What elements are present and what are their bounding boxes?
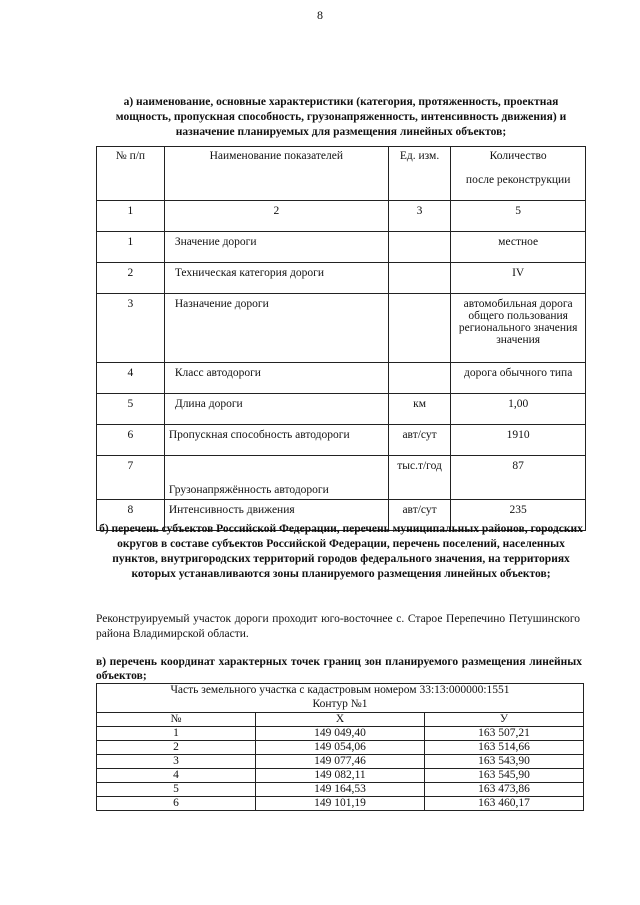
row-num: 5 bbox=[97, 394, 165, 425]
numbering-cell: 2 bbox=[164, 201, 388, 232]
coordinates-table bbox=[96, 683, 584, 811]
coord-x: 149 077,46 bbox=[256, 755, 425, 769]
coord-header-y: У bbox=[425, 713, 584, 727]
table-row bbox=[97, 456, 586, 500]
coord-y: 163 460,17 bbox=[425, 797, 584, 811]
row-name: Назначение дороги bbox=[164, 294, 388, 363]
coord-x: 149 049,40 bbox=[256, 727, 425, 741]
coord-title-row bbox=[97, 684, 584, 699]
table-row bbox=[97, 425, 586, 456]
numbering-cell: 1 bbox=[97, 201, 165, 232]
coord-header-num: № bbox=[97, 713, 256, 727]
row-num: 1 bbox=[97, 232, 165, 263]
row-num: 6 bbox=[97, 425, 165, 456]
row-name: Пропускная способность автодороги bbox=[164, 425, 388, 456]
coord-y: 163 545,90 bbox=[425, 769, 584, 783]
row-num: 3 bbox=[97, 294, 165, 363]
page-number: 8 bbox=[317, 8, 323, 22]
coord-num: 2 bbox=[97, 741, 256, 755]
coord-table-title: Часть земельного участка с кадастровым номером 33:13:000000:1551 bbox=[97, 684, 584, 699]
coord-num: 3 bbox=[97, 755, 256, 769]
numbering-row bbox=[97, 201, 586, 232]
coord-y: 163 514,66 bbox=[425, 741, 584, 755]
header-unit: Ед. изм. bbox=[388, 147, 451, 201]
coord-row bbox=[97, 741, 584, 755]
row-value: 1910 bbox=[451, 425, 586, 456]
row-name: Класс автодороги bbox=[164, 363, 388, 394]
coord-num: 6 bbox=[97, 797, 256, 811]
row-unit: км bbox=[388, 394, 451, 425]
table-row bbox=[97, 232, 586, 263]
row-num: 7 bbox=[97, 456, 165, 500]
row-name: Техническая категория дороги bbox=[164, 263, 388, 294]
row-unit: тыс.т/год bbox=[388, 456, 451, 500]
table-row bbox=[97, 263, 586, 294]
coord-x: 149 082,11 bbox=[256, 769, 425, 783]
row-value: автомобильная дорога общего пользования регионального значения значения bbox=[451, 294, 586, 363]
coord-row bbox=[97, 797, 584, 811]
location-paragraph: Реконструируемый участок дороги проходит юго-восточнее с. Старое Перепечино Петушинского района Владимирской области. bbox=[96, 613, 580, 640]
coord-contour-row bbox=[97, 698, 584, 713]
coord-x: 149 164,53 bbox=[256, 783, 425, 797]
coord-row bbox=[97, 727, 584, 741]
row-num: 2 bbox=[97, 263, 165, 294]
coord-y: 163 473,86 bbox=[425, 783, 584, 797]
row-unit bbox=[388, 294, 451, 363]
numbering-cell: 3 bbox=[388, 201, 451, 232]
table-row bbox=[97, 294, 586, 363]
row-value: 1,00 bbox=[451, 394, 586, 425]
row-value: 235 bbox=[451, 500, 586, 531]
coord-header-row bbox=[97, 713, 584, 727]
section-b-heading: б) перечень субъектов Российской Федерации, перечень муниципальных районов, городских округов в составе субъектов Российской Федерации, перечень поселений, населенных пунктов, внутригородских территорий городов федерального значения, на территориях которых устанавливаются зоны планируемого размещения линейных объектов; bbox=[99, 523, 583, 580]
coord-num: 5 bbox=[97, 783, 256, 797]
row-value: дорога обычного типа bbox=[451, 363, 586, 394]
coord-x: 149 101,19 bbox=[256, 797, 425, 811]
header-quantity: Количество после реконструкции bbox=[451, 147, 586, 201]
coord-row bbox=[97, 783, 584, 797]
row-unit bbox=[388, 363, 451, 394]
coord-num: 1 bbox=[97, 727, 256, 741]
header-name: Наименование показателей bbox=[164, 147, 388, 201]
section-a-heading: а) наименование, основные характеристики (категория, протяженность, проектная мощность, пропускная способность, грузонапряженность, интенсивность движения) и назначение планируемых для размещения линейных объектов; bbox=[115, 96, 567, 138]
row-name: Интенсивность движения bbox=[164, 500, 388, 531]
coord-y: 163 507,21 bbox=[425, 727, 584, 741]
coord-num: 4 bbox=[97, 769, 256, 783]
numbering-cell: 5 bbox=[451, 201, 586, 232]
row-unit: авт/сут bbox=[388, 425, 451, 456]
row-num: 4 bbox=[97, 363, 165, 394]
coord-y: 163 543,90 bbox=[425, 755, 584, 769]
table-row bbox=[97, 394, 586, 425]
coord-header-x: X bbox=[256, 713, 425, 727]
table-row bbox=[97, 363, 586, 394]
row-name: Длина дороги bbox=[164, 394, 388, 425]
row-name: Значение дороги bbox=[164, 232, 388, 263]
row-unit bbox=[388, 232, 451, 263]
row-num: 8 bbox=[97, 500, 165, 531]
coord-row bbox=[97, 769, 584, 783]
coord-row bbox=[97, 755, 584, 769]
row-unit bbox=[388, 263, 451, 294]
row-unit: авт/сут bbox=[388, 500, 451, 531]
header-num: № п/п bbox=[97, 147, 165, 201]
coord-contour-label: Контур №1 bbox=[97, 698, 584, 713]
characteristics-table bbox=[96, 146, 586, 531]
row-name: Грузонапряжённость автодороги bbox=[164, 456, 388, 500]
section-c-heading: в) перечень координат характерных точек границ зон планируемого размещения линейных объектов; bbox=[96, 656, 582, 682]
row-value: IV bbox=[451, 263, 586, 294]
row-value: местное bbox=[451, 232, 586, 263]
table-header-row bbox=[97, 147, 586, 201]
coord-x: 149 054,06 bbox=[256, 741, 425, 755]
row-value: 87 bbox=[451, 456, 586, 500]
